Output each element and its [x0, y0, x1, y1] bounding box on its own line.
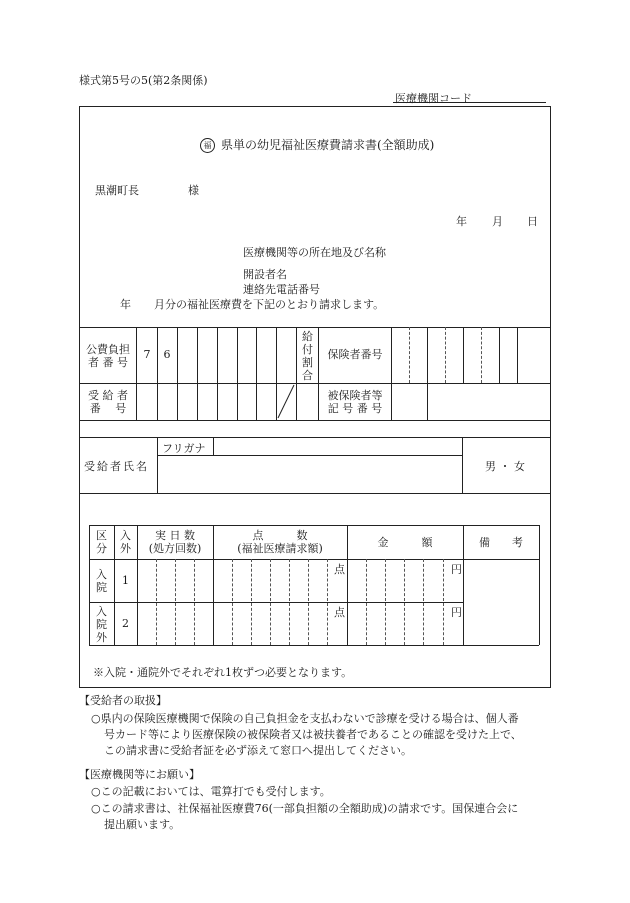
row2-kubun-char: 入: [96, 605, 107, 618]
grid1-vline: [463, 327, 464, 383]
row1-point-unit: 点: [334, 563, 345, 576]
grid1-vline: [237, 327, 238, 420]
addressee-name: 黒潮町長: [95, 184, 139, 197]
insured-label-line1: 被保険者等: [327, 389, 383, 402]
detail-bottom-line: [89, 645, 539, 646]
amount-header: 金 額: [377, 536, 433, 549]
detail-row-line: [89, 602, 463, 603]
row1-kubun-char: 院: [96, 581, 107, 594]
nyuugai-header: [114, 529, 137, 555]
recipient-notes-heading: 【受給者の取扱】: [79, 694, 167, 707]
date-day-label: 日: [527, 215, 538, 228]
detail-dashed-line: [232, 559, 233, 645]
points-header: [213, 529, 347, 555]
date-year-label: 年: [456, 215, 467, 228]
grid1-dashed-line: [445, 327, 446, 383]
furigana-label: フリガナ: [162, 442, 206, 455]
grid1-vline: [391, 327, 392, 420]
form-title-text: 県単の幼児福祉医療費請求書(全額助成): [221, 138, 435, 152]
grid1-vline: [177, 327, 178, 420]
days-header-line2: (処方回数): [148, 542, 202, 555]
grid1-bottom-line: [79, 420, 551, 421]
request-text: 月分の福祉医療費を下記のとおり請求します。: [154, 298, 385, 311]
welfare-seal-icon: 福: [200, 138, 215, 153]
detail-dashed-line: [175, 559, 176, 645]
row2-kubun-char: 院: [96, 618, 107, 631]
ratio-char: 割: [302, 356, 313, 369]
recipient-number-label: [83, 389, 133, 415]
name-block-top-line: [79, 437, 551, 438]
claim-form-frame: [79, 106, 551, 688]
institution-notes-heading: 【医療機関等にお願い】: [79, 768, 200, 781]
detail-dashed-line: [404, 559, 405, 645]
name-block-bottom-line: [79, 493, 551, 494]
detail-dashed-line: [423, 559, 424, 645]
institution-note-line: 提出願います。: [104, 818, 181, 831]
institution-note-line: ○この請求書は、社保福祉医療費76(一部負担額の全額助成)の請求です。国保連合会に: [91, 802, 519, 815]
detail-top-line: [89, 525, 539, 526]
detail-dashed-line: [366, 559, 367, 645]
recipient-note-line: 号カード等により医療保険の被保険者又は被扶養者であることの確認を受けた上で、: [104, 728, 522, 741]
row1-yen-unit: 円: [451, 563, 462, 576]
institution-code-field[interactable]: [393, 102, 546, 103]
points-header-line1: 点 数: [252, 529, 308, 542]
nyuugai-char: 入: [120, 529, 131, 542]
detail-dashed-line: [156, 559, 157, 645]
grid1-vline: [136, 327, 137, 420]
ratio-char: 付: [302, 343, 313, 356]
gender-selector[interactable]: 男 ・ 女: [485, 460, 525, 473]
payer-digit-1: 7: [143, 348, 151, 361]
grid1-dashed-line: [409, 327, 410, 383]
founder-label: 開設者名: [243, 268, 287, 281]
form-title: [200, 136, 434, 153]
recipient-note-line: ○県内の保険医療機関で保険の自己負担金を支払わないで診療を受ける場合は、個人番: [91, 712, 519, 725]
insured-number-label: [320, 389, 390, 415]
detail-dashed-line: [443, 559, 444, 645]
address-label: 医療機関等の所在地及び名称: [243, 246, 386, 259]
recipient-name-input[interactable]: [158, 457, 461, 492]
detail-dashed-line: [251, 559, 252, 645]
grid1-vline: [197, 327, 198, 420]
detail-dashed-line: [194, 559, 195, 645]
name-block-vline: [462, 437, 463, 493]
diagonal-slash: [276, 383, 296, 420]
row2-kubun-char: 外: [96, 631, 107, 644]
addressee-honorific: 様: [188, 184, 199, 197]
row2-yen-unit: 円: [451, 606, 462, 619]
recipient-label-line1: 受 給 者: [88, 389, 128, 402]
row1-kubun-char: 入: [96, 568, 107, 581]
row2-kubun: [89, 605, 114, 644]
row1-kubun: [89, 568, 114, 594]
row2-code: 2: [122, 617, 129, 630]
grid1-vline: [217, 327, 218, 420]
grid1-vline: [318, 327, 319, 420]
insurer-number-label: 保険者番号: [327, 348, 383, 361]
recipient-name-label: 受給者氏名: [84, 460, 149, 473]
diagonal-slash-line: [278, 385, 294, 418]
payer-digit-2: 6: [163, 348, 171, 361]
detail-dashed-line: [327, 559, 328, 645]
grid1-vline: [499, 327, 500, 383]
payer-number-label: [83, 343, 133, 369]
kubun-header: [89, 529, 114, 555]
benefit-ratio-label: [297, 330, 318, 382]
form-code: 様式第5号の5(第2条関係): [79, 74, 208, 87]
kubun-char: 区: [96, 529, 107, 542]
detail-dashed-line: [270, 559, 271, 645]
request-year-label: 年: [120, 298, 131, 311]
ratio-char: 給: [302, 330, 313, 343]
recipient-note-line: この請求書に受給者証を必ず添えて窓口へ提出してください。: [104, 744, 412, 757]
row2-point-unit: 点: [334, 606, 345, 619]
institution-note-line: ○この記載においては、電算打でも受付します。: [91, 785, 331, 798]
date-month-label: 月: [492, 215, 503, 228]
grid1-vline: [427, 327, 428, 420]
payer-label-line2: 者 番 号: [88, 356, 128, 369]
row1-code: 1: [122, 574, 129, 587]
payer-label-line1: 公費負担: [86, 343, 130, 356]
recipient-label-line2: 番 号: [89, 402, 127, 415]
detail-dashed-line: [308, 559, 309, 645]
days-header-line1: 実 日 数: [155, 529, 195, 542]
detail-vline: [539, 525, 540, 645]
phone-label: 連絡先電話番号: [243, 283, 320, 296]
grid1-dashed-line: [481, 327, 482, 383]
points-header-line2: (福祉医療請求額): [237, 542, 323, 555]
days-header: [137, 529, 213, 555]
furigana-input[interactable]: [214, 440, 461, 454]
nyuugai-char: 外: [120, 542, 131, 555]
grid1-mid-line: [79, 383, 551, 384]
kubun-char: 分: [96, 542, 107, 555]
remarks-header: 備 考: [479, 536, 523, 549]
grid1-vline: [157, 327, 158, 420]
detail-footnote: ※入院・通院外でそれぞれ1枚ずつ必要となります。: [93, 666, 353, 679]
insured-label-line2: 記 号 番 号: [327, 402, 383, 415]
ratio-char: 合: [302, 369, 313, 382]
detail-dashed-line: [385, 559, 386, 645]
institution-code-label: 医療機関コード: [395, 92, 472, 105]
grid1-vline: [517, 327, 518, 383]
detail-dashed-line: [289, 559, 290, 645]
grid1-vline: [256, 327, 257, 420]
